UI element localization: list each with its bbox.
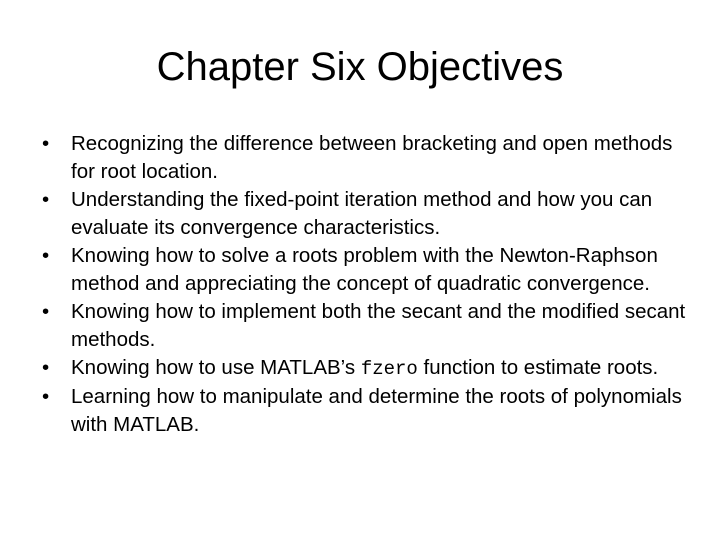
objective-text: Knowing how to solve a roots problem with the Newton-Raphson method and appreciating the concept of quadratic convergence. (71, 244, 658, 295)
objective-item-1 (42, 130, 692, 186)
objective-text: Understanding the fixed-point iteration method and how you can evaluate its convergence characteristics. (71, 188, 653, 239)
objective-text: Knowing how to implement both the secant and the modified secant methods. (71, 300, 686, 351)
objective-item-5 (42, 354, 692, 383)
objective-item-4 (42, 298, 692, 354)
objective-text-before: Knowing how to use MATLAB’s (71, 356, 361, 379)
objective-item-3 (42, 242, 692, 298)
bullet-icon: • (42, 244, 50, 267)
objective-text: Recognizing the difference between bracketing and open methods for root location. (71, 132, 673, 183)
bullet-icon: • (42, 132, 50, 155)
fzero-code: fzero (360, 358, 418, 380)
bullet-icon: • (42, 385, 50, 408)
objective-text: Learning how to manipulate and determine the roots of polynomials with MATLAB. (71, 385, 682, 436)
bullet-icon: • (42, 188, 50, 211)
objective-item-2 (42, 186, 692, 242)
bullet-icon: • (42, 300, 50, 323)
bullet-icon: • (42, 356, 50, 379)
objectives-list (42, 130, 692, 439)
slide-title: Chapter Six Objectives (156, 45, 564, 89)
objective-text-after: function to estimate roots. (417, 356, 659, 379)
objective-item-6 (42, 383, 692, 439)
